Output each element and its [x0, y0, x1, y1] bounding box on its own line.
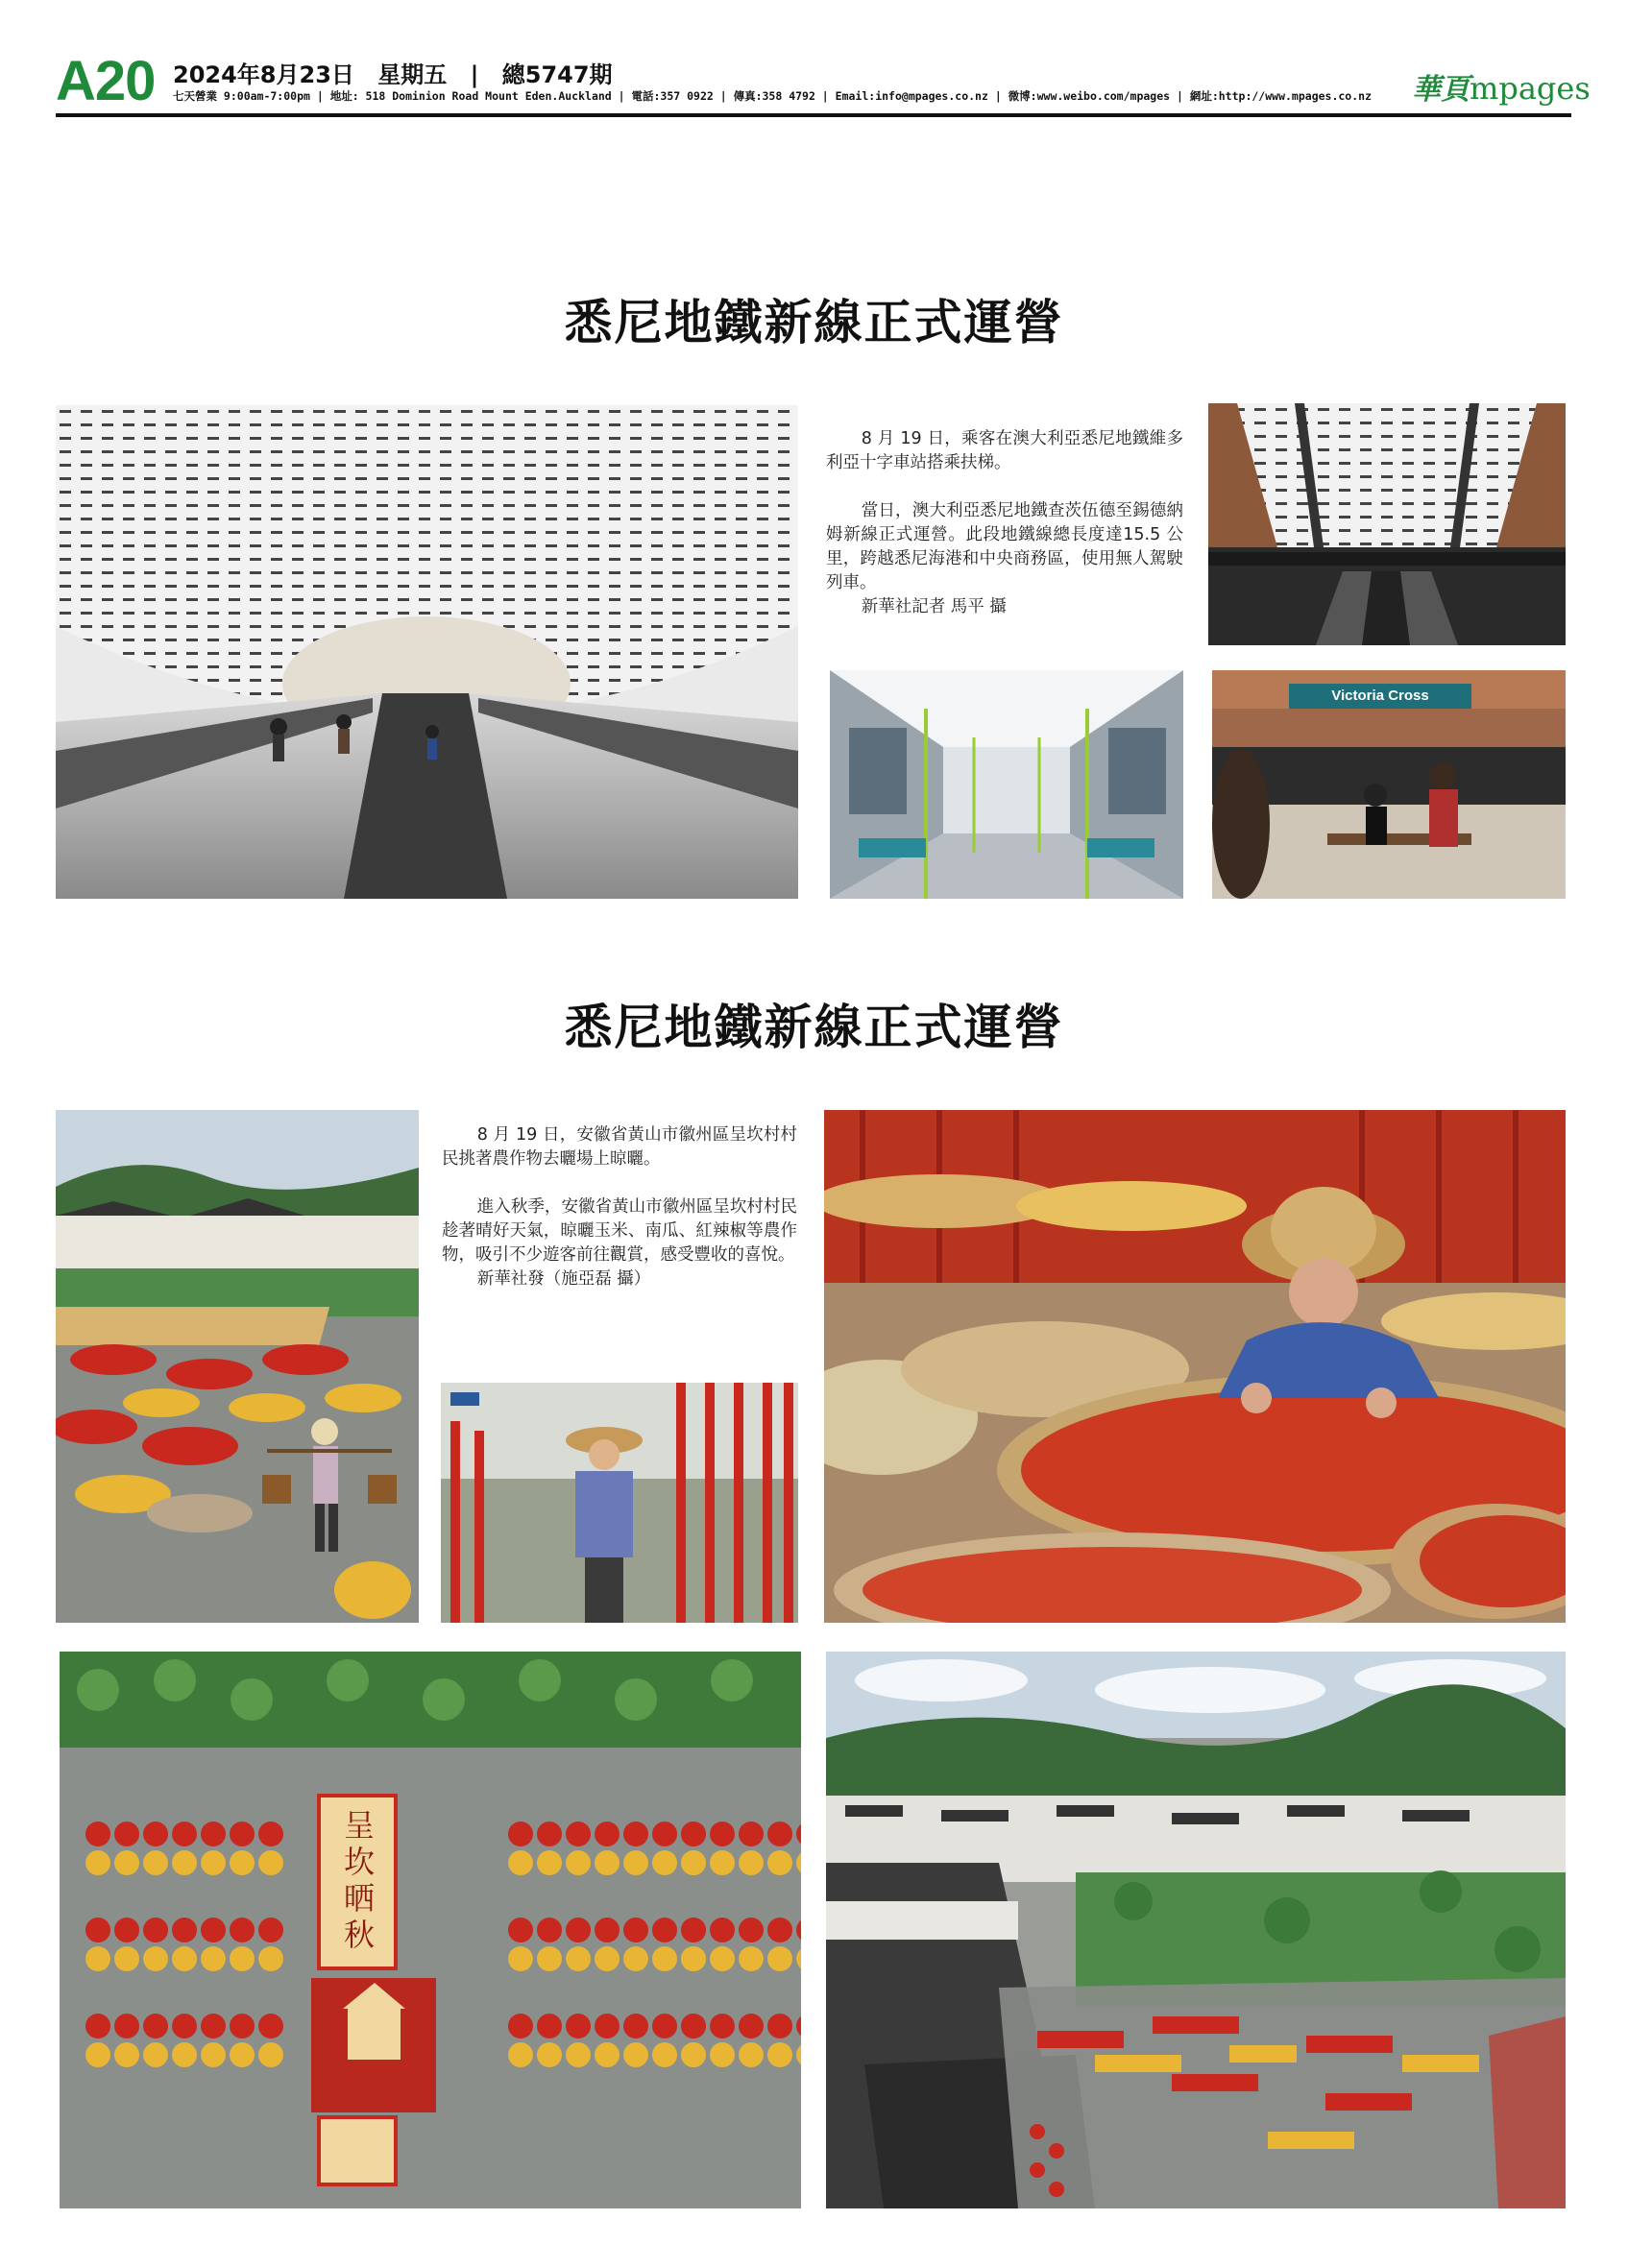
photo-station-hall: [1208, 403, 1566, 645]
story2-headline: 悉尼地鐵新線正式運營: [564, 1000, 1064, 1055]
story2-caption-p2: 進入秋季，安徽省黃山市徽州區呈坎村村民趁著晴好天氣，晾曬玉米、南瓜、紅辣椒等農作物，吸引不少遊客前往觀賞，感受豐收的喜悅。: [442, 1197, 797, 1265]
date-line: [173, 56, 628, 89]
issue-date: 2024年8月23日: [173, 61, 354, 88]
photo-village-overview: [826, 1652, 1566, 2208]
story2-caption: [442, 1123, 797, 1291]
story2-caption-p1: 8 月 19 日，安徽省黃山市徽州區呈坎村村民挑著農作物去曬場上晾曬。: [442, 1125, 797, 1169]
story1-credit: 新華社記者 馬平 攝: [861, 597, 1007, 616]
photo-villager-carrying-crops: [56, 1110, 419, 1623]
photo-aerial-drying-field: [60, 1652, 801, 2208]
photo-escalator-tunnel: [56, 405, 798, 899]
contact-info: 七天營業 9:00am-7:00pm | 地址: 518 Dominion Road Mount Eden.Auckland | 電話:357 0922 | 傳真:358 4792 | Email:info@mpages.co.nz | 微博:www.weibo.com/mpages | 網址:http://www.mpages.co.nz: [173, 89, 1373, 103]
drying-banner-text: 呈坎晒秋: [339, 1809, 376, 1955]
photo-elderly-woman-drying-chili: [824, 1110, 1566, 1623]
story2-credit: 新華社發（施亞磊 攝）: [476, 1269, 651, 1289]
station-sign: Victoria Cross: [1331, 688, 1429, 704]
header-separator: |: [470, 61, 479, 88]
issue-weekday: 星期五: [377, 61, 448, 88]
photo-train-interior: [830, 670, 1183, 899]
issue-number: 總5747期: [501, 61, 613, 88]
logo-english: mpages: [1470, 70, 1591, 107]
story1-headline: 悉尼地鐵新線正式運營: [564, 295, 1064, 350]
photo-woman-chili-strings: [441, 1383, 798, 1623]
mpages-logo: [1412, 65, 1591, 107]
logo-chinese: 華頁: [1412, 73, 1470, 107]
photo-victoria-cross-platform: [1212, 670, 1566, 899]
story1-caption-p2: 當日，澳大利亞悉尼地鐵查茨伍德至錫德納姆新線正式運營。此段地鐵線總長度達15.5 公里，跨越悉尼海港和中央商務區，使用無人駕駛列車。: [826, 501, 1183, 592]
story1-caption: [826, 427, 1183, 619]
header-rule: [56, 113, 1571, 117]
page-number: A20: [56, 50, 156, 112]
story1-caption-p1: 8 月 19 日，乘客在澳大利亞悉尼地鐵維多利亞十字車站搭乘扶梯。: [826, 429, 1183, 472]
